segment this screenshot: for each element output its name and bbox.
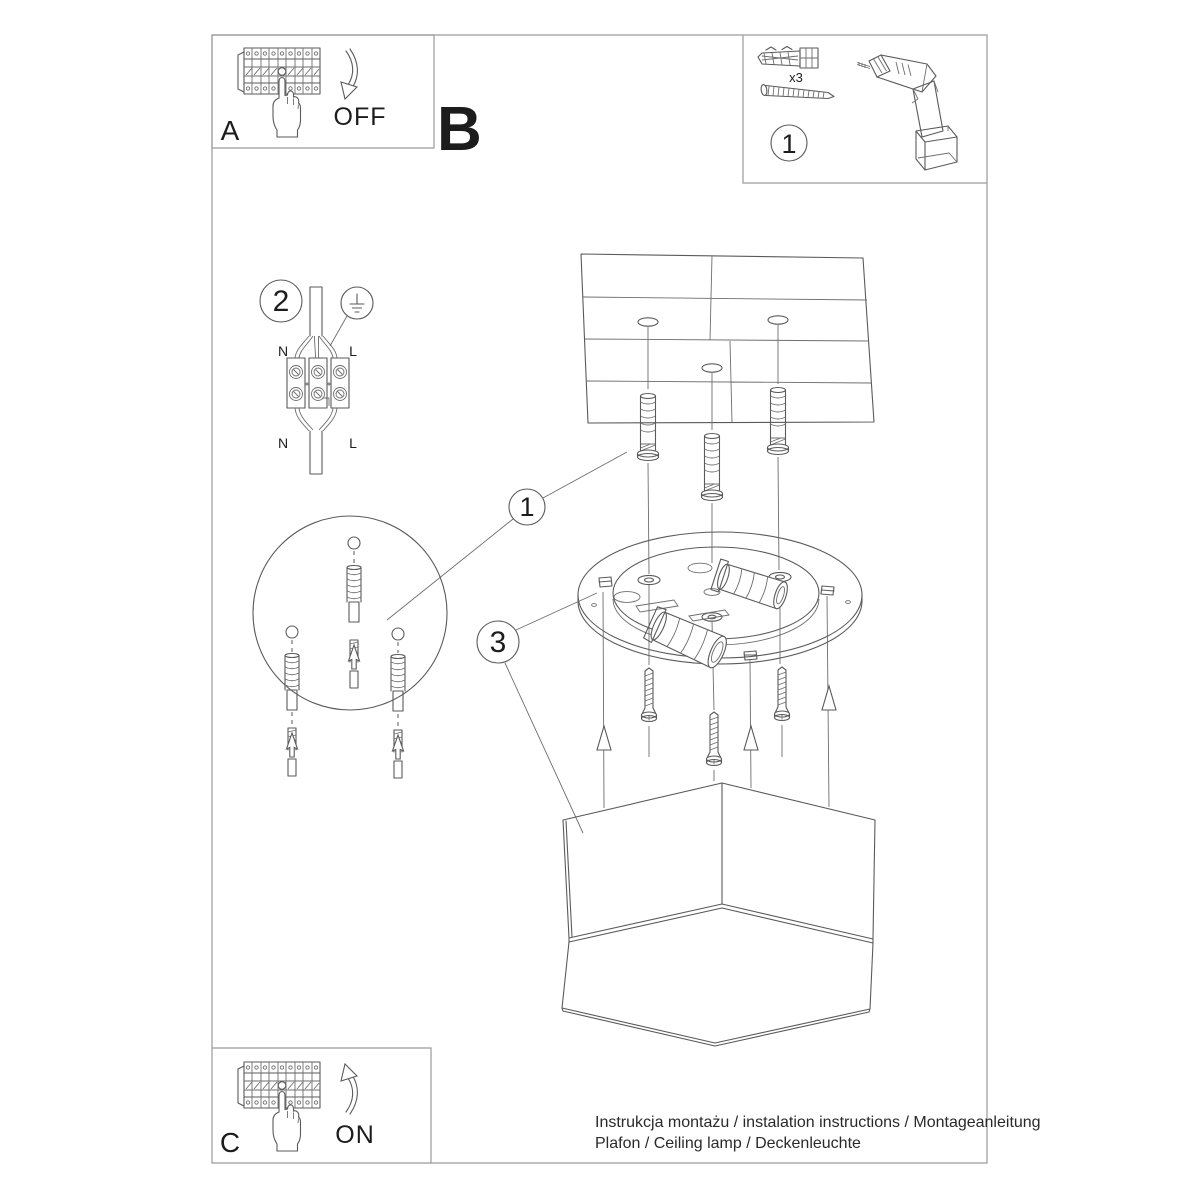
box-c-power-on (212, 1048, 431, 1163)
neutral-bottom-label: N (277, 435, 289, 451)
assembly-guide-lines (597, 592, 836, 808)
svg-text:2: 2 (272, 285, 290, 318)
line-bottom-label: L (349, 435, 357, 451)
drill-icon (857, 55, 957, 170)
wires-top (295, 336, 337, 358)
hex-lamp-body (562, 783, 875, 1046)
step1-badge (387, 452, 627, 620)
wall-anchor-icon-left (638, 394, 659, 461)
box-a-power-off (212, 35, 434, 148)
screw-insert-icon-center (349, 640, 360, 688)
wiring-diagram (260, 280, 373, 474)
wall-anchor-icon-right (768, 388, 789, 455)
svg-text:1: 1 (781, 129, 797, 159)
wall-plug-icon (758, 47, 818, 69)
ground-symbol-icon (330, 287, 373, 346)
line-top-label: L (349, 343, 357, 359)
dowel-icon-left (285, 654, 299, 711)
terminal-block (287, 358, 349, 408)
svg-text:3: 3 (489, 626, 507, 659)
mounting-screw-icon-center (707, 712, 722, 766)
arrow-down-icon (341, 49, 357, 99)
anchor-quantity-label: x3 (789, 70, 803, 85)
dowel-icon-right (391, 655, 405, 712)
mounting-screw-icon-right (775, 667, 790, 721)
pointing-hand-icon (273, 78, 301, 138)
off-label: OFF (333, 103, 387, 131)
wall-anchor-icon-center (702, 434, 723, 501)
screw-insert-icon-left (287, 728, 298, 776)
up-arrow-icon-left (597, 726, 611, 750)
mounting-screw-icon-left (642, 668, 657, 722)
arrow-up-icon (341, 1064, 357, 1114)
footer-line-1: Instrukcja montażu / instalation instructions / Montageanleitung (595, 1114, 1041, 1131)
pointing-hand-icon (273, 1092, 301, 1152)
mounting-plate (578, 532, 862, 710)
wires-bottom (295, 408, 337, 431)
step3-badge (477, 593, 597, 833)
lamp-socket-icon-left (643, 606, 730, 671)
neutral-top-label: N (277, 343, 289, 359)
footer-line-2: Plafon / Ceiling lamp / Deckenleuchte (595, 1135, 861, 1152)
section-b-label: B (437, 95, 482, 164)
on-label: ON (335, 1121, 375, 1149)
parts-box (743, 35, 987, 183)
step2-badge (260, 280, 302, 322)
ceiling-panel (581, 254, 874, 430)
mains-cable-top (310, 287, 322, 336)
anchor-drop-lines (648, 457, 779, 574)
screw-insert-icon-right (393, 730, 404, 778)
panel-a-label: A (220, 115, 240, 146)
up-arrow-icon-middle (744, 726, 758, 750)
dowel-icon-center (347, 566, 361, 623)
panel-c-label: C (219, 1127, 241, 1158)
mains-cable-bottom (310, 431, 322, 474)
svg-text:1: 1 (519, 492, 535, 522)
parts-badge (771, 125, 807, 161)
drilling-detail-circle (253, 516, 447, 778)
up-arrow-icon-right (822, 686, 836, 710)
screw-icon (760, 84, 834, 98)
